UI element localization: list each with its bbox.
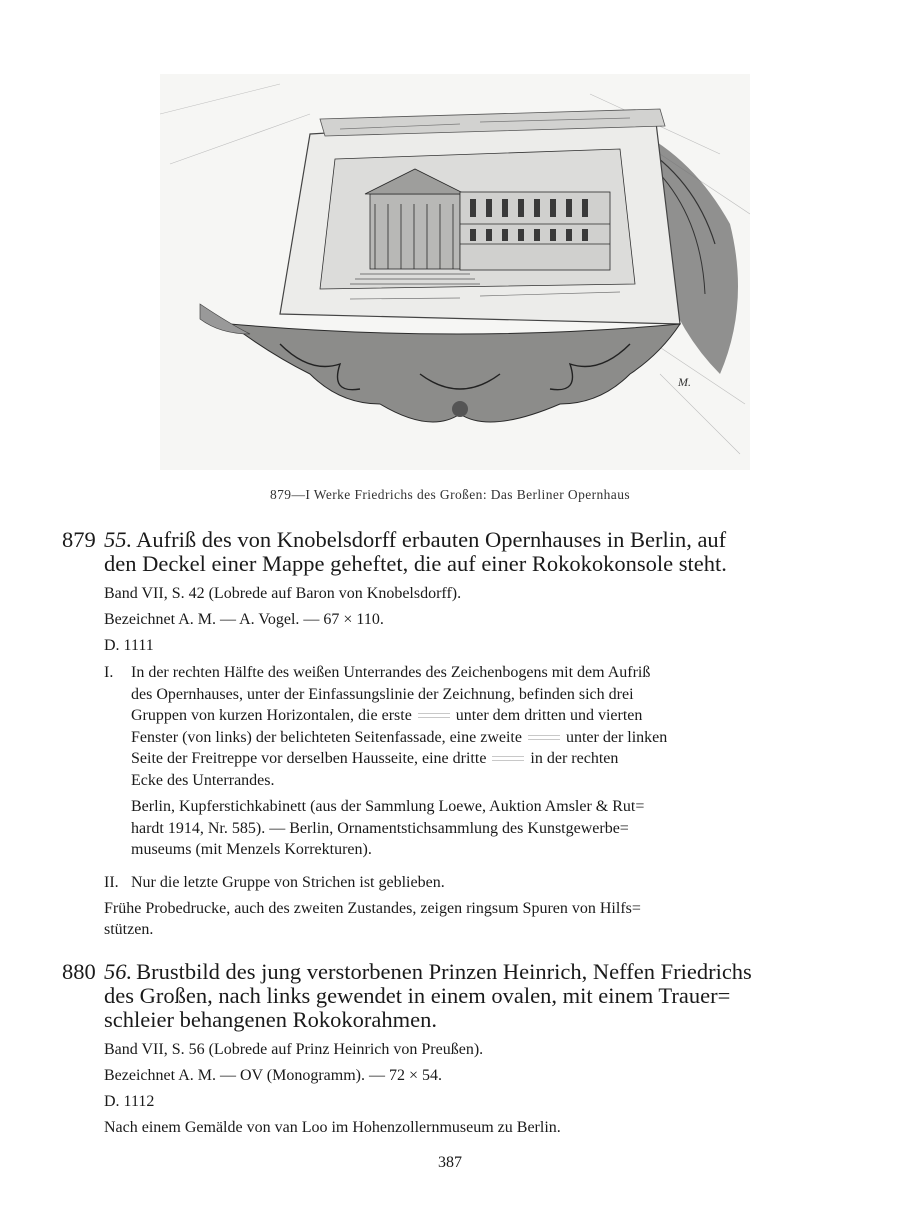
entry-band: Band VII, S. 56 (Lobrede auf Prinz Heinrich von Preußen). [104,1041,484,1058]
state-1-line6: Ecke des Unterrandes. [131,771,275,789]
entry-d-number: D. 1111 [104,637,154,654]
state-1-line2: des Opernhauses, unter der Einfassungslinie der Zeichnung, befinden sich drei [131,685,634,703]
entry-sub-number: 56. [104,959,133,984]
dash-mark-icon [490,754,526,764]
state-1 [104,662,804,861]
note-line2: stützen. [104,921,154,938]
figure-caption: 879—I Werke Friedrichs des Großen: Das Berliner Opernhaus [270,487,630,502]
entry-title-line2: den Deckel einer Mappe geheftet, die auf einer Rokokokonsole steht. [104,551,727,576]
state-1-line4b: unter der linken [565,728,668,746]
dash-mark-icon [526,733,562,743]
collection-line2: hardt 1914, Nr. 585). — Berlin, Ornamentstichsammlung des Kunstgewerbe= [131,819,629,837]
entry-bezeichnet: Bezeichnet A. M. — OV (Monogramm). — 72 × 54. [104,1067,443,1084]
collection-line1: Berlin, Kupferstichkabinett (aus der Sammlung Loewe, Auktion Amsler & Rut= [131,798,645,815]
page-number: 387 [438,1154,462,1171]
collection-line3: museums (mit Menzels Korrekturen). [131,841,372,858]
entry-title-line3: schleier behangenen Rokokorahmen. [104,1007,438,1032]
opera-house-engraving [160,74,750,470]
note-line1: Frühe Probedrucke, auch des zweiten Zustandes, zeigen ringsum Spuren von Hilfs= [104,900,641,917]
state-2-text: Nur die letzte Gruppe von Strichen ist geblieben. [131,874,445,891]
state-roman: II. [104,874,119,891]
state-1-line1: In der rechten Hälfte des weißen Unterrandes des Zeichenbogens mit dem Aufriß [131,664,651,681]
entry-number: 880 [62,959,96,984]
state-1-line3b: unter dem dritten und vierten [455,707,643,724]
state-1-line3a: Gruppen von kurzen Horizontalen, die erste [131,707,412,724]
signature-mark: M. [678,375,691,389]
entry-note: Nach einem Gemälde von van Loo im Hohenzollernmuseum zu Berlin. [104,1119,561,1136]
state-2 [104,872,804,894]
state-1-line4a: Fenster (von links) der belichteten Seitenfassade, eine zweite [131,728,522,746]
entry-d-number: D. 1112 [104,1093,155,1110]
entry-bezeichnet: Bezeichnet A. M. — A. Vogel. — 67 × 110. [104,611,384,628]
entry-title-line1: Brustbild des jung verstorbenen Prinzen Heinrich, Neffen Friedrichs [136,959,752,984]
entry-880-heading [62,960,822,1032]
state-roman: I. [104,664,114,681]
state-1-line5a: Seite der Freitreppe vor derselben Hausseite, eine dritte [131,750,487,767]
entry-note [104,898,641,940]
entry-number: 879 [62,527,96,552]
entry-title-line2: des Großen, nach links gewendet in einem ovalen, mit einem Trauer= [104,983,731,1008]
state-1-line5b: in der rechten [530,750,619,767]
entry-sub-number: 55. [104,527,133,552]
entry-band: Band VII, S. 42 (Lobrede auf Baron von Knobelsdorff). [104,585,462,602]
engraving-illustration [160,74,750,470]
entry-879-heading [62,528,822,576]
entry-title-line1: Aufriß des von Knobelsdorff erbauten Opernhauses in Berlin, auf [136,527,727,552]
dash-mark-icon [416,711,452,721]
